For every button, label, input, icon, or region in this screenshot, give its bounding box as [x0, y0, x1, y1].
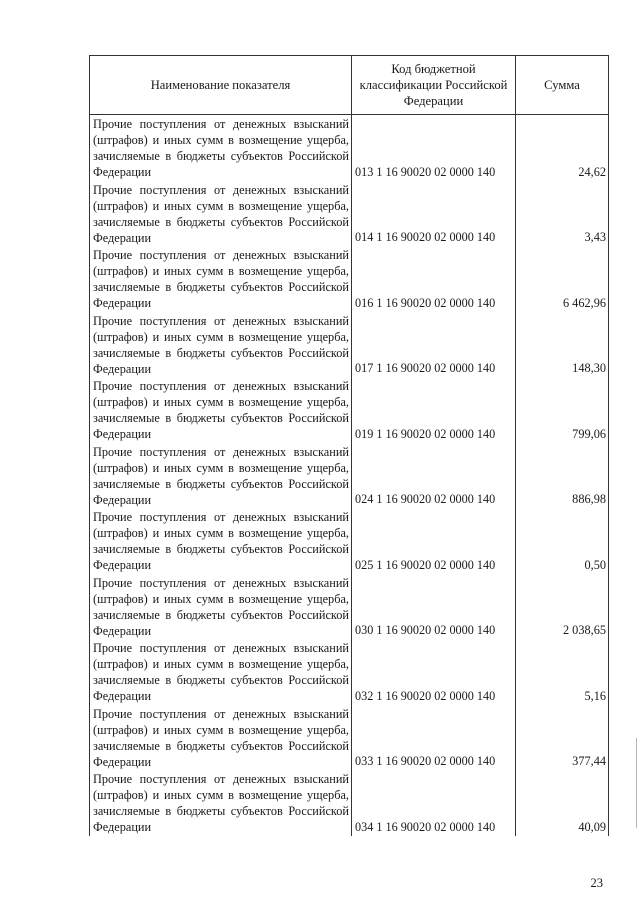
budget-code: 017 1 16 90020 02 0000 140 [352, 312, 516, 378]
budget-table [89, 55, 609, 836]
table-body [90, 115, 609, 836]
indicator-name: Прочие поступления от денежных взысканий (штрафов) и иных сумм в возмещение ущерба, зачисляемые в бюджеты субъектов Российской Федерации [93, 575, 349, 638]
indicator-name: Прочие поступления от денежных взысканий (штрафов) и иных сумм в возмещение ущерба, зачисляемые в бюджеты субъектов Российской Федерации [93, 641, 349, 703]
header-code: Код бюджетной классификации Российской Федерации [352, 56, 516, 115]
table-row [90, 574, 609, 640]
page-number: 23 [590, 876, 603, 890]
indicator-name: Прочие поступления от денежных взысканий (штрафов) и иных сумм в возмещение ущерба, зачисляемые в бюджеты субъектов Российской Федерации [93, 313, 349, 376]
table-row [90, 705, 609, 771]
indicator-name: Прочие поступления от денежных взысканий (штрафов) и иных сумм в возмещение ущерба, зачисляемые в бюджеты субъектов Российской Федерации [93, 772, 349, 834]
indicator-name: Прочие поступления от денежных взысканий (штрафов) и иных сумм в возмещение ущерба, зачисляемые в бюджеты субъектов Российской Федерации [93, 182, 349, 245]
table-row [90, 639, 609, 705]
budget-code: 014 1 16 90020 02 0000 140 [352, 181, 516, 247]
indicator-name-cell [90, 312, 352, 378]
amount: 2 038,65 [516, 574, 609, 640]
indicator-name-cell [90, 181, 352, 247]
amount: 148,30 [516, 312, 609, 378]
header-name: Наименование показателя [90, 56, 352, 115]
amount: 24,62 [516, 115, 609, 181]
indicator-name-cell [90, 705, 352, 771]
budget-code: 033 1 16 90020 02 0000 140 [352, 705, 516, 771]
header-sum: Сумма [516, 56, 609, 115]
table-row [90, 312, 609, 378]
indicator-name-cell [90, 770, 352, 836]
budget-code: 025 1 16 90020 02 0000 140 [352, 508, 516, 574]
table-header [90, 56, 609, 115]
indicator-name-cell [90, 574, 352, 640]
indicator-name-cell [90, 639, 352, 705]
budget-code: 030 1 16 90020 02 0000 140 [352, 574, 516, 640]
budget-code: 013 1 16 90020 02 0000 140 [352, 115, 516, 181]
indicator-name: Прочие поступления от денежных взысканий (штрафов) и иных сумм в возмещение ущерба, зачисляемые в бюджеты субъектов Российской Федерации [93, 117, 349, 179]
budget-code: 016 1 16 90020 02 0000 140 [352, 246, 516, 312]
amount: 886,98 [516, 443, 609, 509]
table-row [90, 770, 609, 836]
table-row [90, 443, 609, 509]
indicator-name: Прочие поступления от денежных взысканий (штрафов) и иных сумм в возмещение ущерба, зачисляемые в бюджеты субъектов Российской Федерации [93, 444, 349, 507]
table-row [90, 246, 609, 312]
indicator-name-cell [90, 508, 352, 574]
indicator-name: Прочие поступления от денежных взысканий (штрафов) и иных сумм в возмещение ущерба, зачисляемые в бюджеты субъектов Российской Федерации [93, 248, 349, 310]
table-row [90, 181, 609, 247]
header-row [90, 56, 609, 115]
amount: 40,09 [516, 770, 609, 836]
indicator-name: Прочие поступления от денежных взысканий (штрафов) и иных сумм в возмещение ущерба, зачисляемые в бюджеты субъектов Российской Федерации [93, 379, 349, 441]
budget-code: 024 1 16 90020 02 0000 140 [352, 443, 516, 509]
amount: 377,44 [516, 705, 609, 771]
table-row [90, 377, 609, 443]
amount: 3,43 [516, 181, 609, 247]
indicator-name: Прочие поступления от денежных взысканий (штрафов) и иных сумм в возмещение ущерба, зачисляемые в бюджеты субъектов Российской Федерации [93, 706, 349, 769]
indicator-name: Прочие поступления от денежных взысканий (штрафов) и иных сумм в возмещение ущерба, зачисляемые в бюджеты субъектов Российской Федерации [93, 510, 349, 572]
budget-code: 034 1 16 90020 02 0000 140 [352, 770, 516, 836]
amount: 6 462,96 [516, 246, 609, 312]
indicator-name-cell [90, 377, 352, 443]
indicator-name-cell [90, 246, 352, 312]
indicator-name-cell [90, 443, 352, 509]
scan-edge-mark [636, 738, 637, 828]
budget-code: 032 1 16 90020 02 0000 140 [352, 639, 516, 705]
amount: 799,06 [516, 377, 609, 443]
amount: 0,50 [516, 508, 609, 574]
budget-code: 019 1 16 90020 02 0000 140 [352, 377, 516, 443]
table-row [90, 115, 609, 181]
table-row [90, 508, 609, 574]
indicator-name-cell [90, 115, 352, 181]
amount: 5,16 [516, 639, 609, 705]
